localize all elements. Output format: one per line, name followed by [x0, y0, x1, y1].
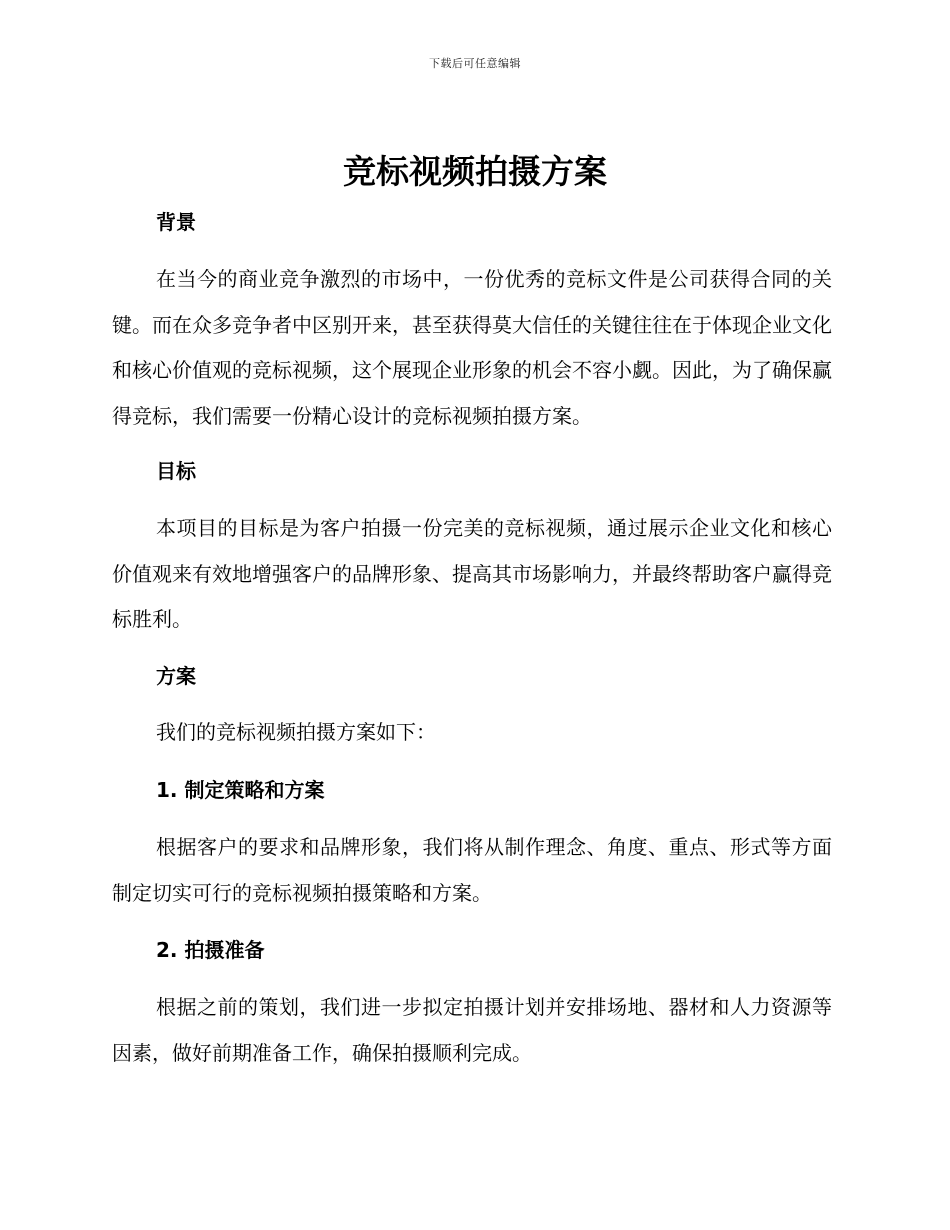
section-heading-plan: 方案: [156, 664, 196, 688]
section-heading-goal: 目标: [156, 459, 196, 483]
section-step1: [112, 825, 832, 916]
step1-paragraph: 根据客户的要求和品牌形象，我们将从制作理念、角度、重点、形式等方面制定切实可行的竞标视频拍摄策略和方案。: [112, 835, 832, 905]
step2-paragraph: 根据之前的策划，我们进一步拟定拍摄计划并安排场地、器材和人力资源等因素，做好前期准备工作，确保拍摄顺利完成。: [112, 995, 832, 1065]
section-heading-background: 背景: [156, 210, 196, 234]
document-title: 竞标视频拍摄方案: [343, 152, 607, 191]
section-background: [112, 257, 832, 439]
section-step2: [112, 985, 832, 1076]
header-note: 下载后可任意编辑: [429, 57, 521, 70]
goal-paragraph: 本项目的目标是为客户拍摄一份完美的竞标视频，通过展示企业文化和核心价值观来有效地增强客户的品牌形象、提高其市场影响力，并最终帮助客户赢得竞标胜利。: [112, 516, 832, 631]
section-heading-step1: 1. 制定策略和方案: [156, 778, 325, 802]
section-plan: [112, 718, 832, 746]
section-heading-step2: 2. 拍摄准备: [156, 938, 265, 962]
plan-intro: 我们的竞标视频拍摄方案如下：: [156, 720, 436, 744]
background-paragraph: 在当今的商业竞争激烈的市场中，一份优秀的竞标文件是公司获得合同的关键。而在众多竞争者中区别开来，甚至获得莫大信任的关键往往在于体现企业文化和核心价值观的竞标视频，这个展现企业形象的机会不容小觑。因此，为了确保赢得竞标，我们需要一份精心设计的竞标视频拍摄方案。: [112, 267, 832, 428]
section-goal: [112, 506, 832, 643]
